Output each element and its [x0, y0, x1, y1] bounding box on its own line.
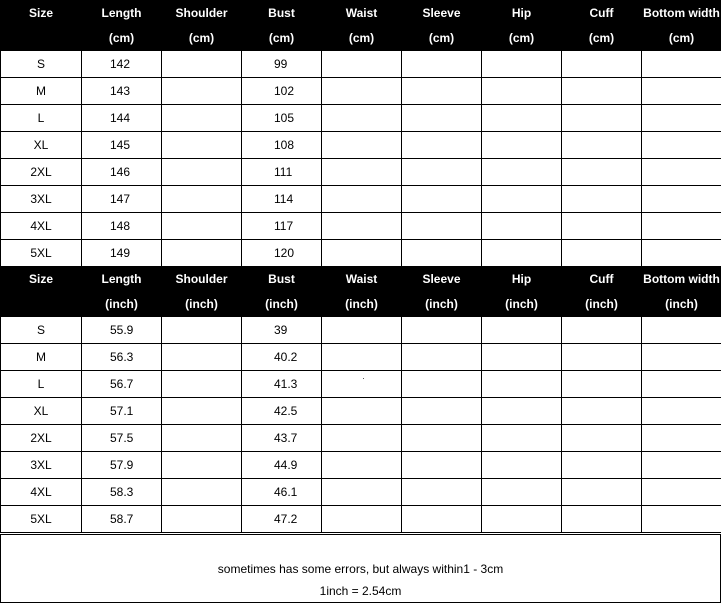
length-cell: 148: [82, 213, 162, 240]
header-unit: (cm): [562, 26, 642, 51]
header-unit: (cm): [242, 26, 322, 51]
sleeve-cell: [402, 105, 482, 132]
header-unit: (inch): [322, 292, 402, 317]
size-cell: M: [1, 78, 82, 105]
sleeve-cell: [402, 186, 482, 213]
table-row: [1, 105, 721, 132]
bust-cell: 40.2: [242, 344, 322, 371]
length-cell: 58.7: [82, 506, 162, 533]
table-row: [1, 186, 721, 213]
bottom-width-cell: [642, 132, 721, 159]
shoulder-cell: [162, 452, 242, 479]
shoulder-cell: [162, 344, 242, 371]
size-cell: L: [1, 105, 82, 132]
header-unit: (inch): [562, 292, 642, 317]
hip-cell: [482, 398, 562, 425]
size-cell: 5XL: [1, 506, 82, 533]
length-cell: 56.7: [82, 371, 162, 398]
size-cell: 4XL: [1, 479, 82, 506]
shoulder-cell: [162, 51, 242, 78]
header-hip: Hip: [482, 1, 562, 26]
bust-cell: 99: [242, 51, 322, 78]
bottom-width-cell: [642, 425, 721, 452]
bottom-width-cell: [642, 105, 721, 132]
waist-cell: [322, 51, 402, 78]
length-cell: 146: [82, 159, 162, 186]
sleeve-cell: [402, 398, 482, 425]
table-row: [1, 398, 721, 425]
header-unit: (cm): [642, 26, 721, 51]
header-shoulder: Shoulder: [162, 1, 242, 26]
shoulder-cell: [162, 78, 242, 105]
bottom-width-cell: [642, 186, 721, 213]
sleeve-cell: [402, 317, 482, 344]
cuff-cell: [562, 159, 642, 186]
table-row: [1, 425, 721, 452]
header-unit: (cm): [482, 26, 562, 51]
hip-cell: [482, 213, 562, 240]
note-conversion: 1inch = 2.54cm: [319, 584, 402, 598]
table-row: [1, 371, 721, 398]
hip-cell: [482, 317, 562, 344]
shoulder-cell: [162, 213, 242, 240]
bust-cell: 46.1: [242, 479, 322, 506]
header-cuff: Cuff: [562, 1, 642, 26]
shoulder-cell: [162, 317, 242, 344]
length-cell: 142: [82, 51, 162, 78]
bottom-width-cell: [642, 213, 721, 240]
hip-cell: [482, 344, 562, 371]
length-cell: 143: [82, 78, 162, 105]
bottom-width-cell: [642, 240, 721, 267]
sleeve-cell: [402, 51, 482, 78]
table-row: [1, 506, 721, 533]
header-sleeve: Sleeve: [402, 1, 482, 26]
bust-cell: 108: [242, 132, 322, 159]
hip-cell: [482, 506, 562, 533]
hip-cell: [482, 51, 562, 78]
bottom-width-cell: [642, 78, 721, 105]
header-bust: Bust: [242, 267, 322, 292]
header-cuff: Cuff: [562, 267, 642, 292]
cuff-cell: [562, 213, 642, 240]
sleeve-cell: [402, 452, 482, 479]
bust-cell: 42.5: [242, 398, 322, 425]
table-row: [1, 240, 721, 267]
size-cell: M: [1, 344, 82, 371]
bust-cell: 102: [242, 78, 322, 105]
hip-cell: [482, 479, 562, 506]
bust-cell: 117: [242, 213, 322, 240]
waist-cell: [322, 344, 402, 371]
table-row: [1, 78, 721, 105]
cuff-cell: [562, 132, 642, 159]
header-unit: (cm): [322, 26, 402, 51]
waist-cell: [322, 240, 402, 267]
header-unit: (cm): [162, 26, 242, 51]
header-waist: Waist: [322, 1, 402, 26]
sleeve-cell: [402, 344, 482, 371]
bust-cell: 39: [242, 317, 322, 344]
length-cell: 58.3: [82, 479, 162, 506]
bust-cell: 114: [242, 186, 322, 213]
waist-cell: [322, 425, 402, 452]
cuff-cell: [562, 425, 642, 452]
hip-cell: [482, 186, 562, 213]
sleeve-cell: [402, 240, 482, 267]
header-unit: (cm): [82, 26, 162, 51]
shoulder-cell: [162, 240, 242, 267]
length-cell: 57.1: [82, 398, 162, 425]
bottom-width-cell: [642, 51, 721, 78]
shoulder-cell: [162, 186, 242, 213]
hip-cell: [482, 240, 562, 267]
size-cell: S: [1, 51, 82, 78]
size-table-inch: [0, 266, 721, 533]
hip-cell: [482, 132, 562, 159]
header-sleeve: Sleeve: [402, 267, 482, 292]
header-bust: Bust: [242, 1, 322, 26]
table-row: [1, 213, 721, 240]
header-unit: (inch): [242, 292, 322, 317]
header-row-units: [1, 26, 721, 51]
note-tolerance: sometimes has some errors, but always within1 - 3cm: [217, 562, 504, 576]
waist-cell: [322, 78, 402, 105]
shoulder-cell: [162, 479, 242, 506]
size-cell: L: [1, 371, 82, 398]
waist-cell: [322, 186, 402, 213]
header-waist: Waist: [322, 267, 402, 292]
sleeve-cell: [402, 78, 482, 105]
table-row: [1, 51, 721, 78]
table-body-inch: [1, 317, 721, 533]
size-cell: 4XL: [1, 213, 82, 240]
waist-cell: [322, 479, 402, 506]
table-row: [1, 317, 721, 344]
hip-cell: [482, 371, 562, 398]
bust-cell: 111: [242, 159, 322, 186]
bottom-width-cell: [642, 398, 721, 425]
header-size: Size: [1, 267, 82, 292]
cuff-cell: [562, 78, 642, 105]
header-shoulder: Shoulder: [162, 267, 242, 292]
header-unit: (inch): [642, 292, 721, 317]
length-cell: 57.9: [82, 452, 162, 479]
bottom-width-cell: [642, 344, 721, 371]
table-row: [1, 452, 721, 479]
header-unit-blank: [1, 26, 82, 51]
header-row-names: [1, 267, 721, 292]
waist-cell: [322, 371, 402, 398]
header-unit: (inch): [162, 292, 242, 317]
size-cell: XL: [1, 132, 82, 159]
hip-cell: [482, 425, 562, 452]
waist-cell: [322, 452, 402, 479]
bust-cell: 120: [242, 240, 322, 267]
cuff-cell: [562, 51, 642, 78]
length-cell: 56.3: [82, 344, 162, 371]
size-table-cm: [0, 0, 721, 267]
table-row: [1, 344, 721, 371]
size-cell: 3XL: [1, 186, 82, 213]
length-cell: 147: [82, 186, 162, 213]
length-cell: 55.9: [82, 317, 162, 344]
cuff-cell: [562, 398, 642, 425]
hip-cell: [482, 105, 562, 132]
header-bottom-width: Bottom width: [642, 1, 721, 26]
bottom-width-cell: [642, 479, 721, 506]
size-cell: S: [1, 317, 82, 344]
header-row-names: [1, 1, 721, 26]
waist-cell: [322, 105, 402, 132]
sleeve-cell: [402, 506, 482, 533]
table-row: [1, 159, 721, 186]
cuff-cell: [562, 186, 642, 213]
hip-cell: [482, 452, 562, 479]
waist-cell: [322, 398, 402, 425]
bust-cell: 105: [242, 105, 322, 132]
bust-cell: 43.7: [242, 425, 322, 452]
header-unit-blank: [1, 292, 82, 317]
shoulder-cell: [162, 425, 242, 452]
hip-cell: [482, 159, 562, 186]
cuff-cell: [562, 452, 642, 479]
header-hip: Hip: [482, 267, 562, 292]
waist-cell: [322, 506, 402, 533]
cuff-cell: [562, 240, 642, 267]
table-row: [1, 479, 721, 506]
shoulder-cell: [162, 105, 242, 132]
bottom-width-cell: [642, 371, 721, 398]
sleeve-cell: [402, 213, 482, 240]
header-unit: (inch): [482, 292, 562, 317]
cuff-cell: [562, 371, 642, 398]
size-cell: 2XL: [1, 425, 82, 452]
header-bottom-width: Bottom width: [642, 267, 721, 292]
bottom-width-cell: [642, 452, 721, 479]
bust-cell: 47.2: [242, 506, 322, 533]
bottom-width-cell: [642, 506, 721, 533]
size-cell: XL: [1, 398, 82, 425]
header-unit: (inch): [402, 292, 482, 317]
header-unit: (cm): [402, 26, 482, 51]
waist-cell: [322, 132, 402, 159]
shoulder-cell: [162, 132, 242, 159]
shoulder-cell: [162, 371, 242, 398]
length-cell: 149: [82, 240, 162, 267]
length-cell: 145: [82, 132, 162, 159]
cuff-cell: [562, 105, 642, 132]
bottom-width-cell: [642, 159, 721, 186]
waist-cell: [322, 213, 402, 240]
table-row: [1, 132, 721, 159]
cuff-cell: [562, 506, 642, 533]
header-row-units: [1, 292, 721, 317]
shoulder-cell: [162, 506, 242, 533]
header-unit: (inch): [82, 292, 162, 317]
length-cell: 57.5: [82, 425, 162, 452]
size-cell: 5XL: [1, 240, 82, 267]
cuff-cell: [562, 479, 642, 506]
size-cell: 2XL: [1, 159, 82, 186]
header-size: Size: [1, 1, 82, 26]
sleeve-cell: [402, 479, 482, 506]
size-cell: 3XL: [1, 452, 82, 479]
sleeve-cell: [402, 425, 482, 452]
cuff-cell: [562, 317, 642, 344]
cuff-cell: [562, 344, 642, 371]
shoulder-cell: [162, 398, 242, 425]
bust-cell: 44.9: [242, 452, 322, 479]
header-length: Length: [82, 1, 162, 26]
bottom-width-cell: [642, 317, 721, 344]
table-body-cm: [1, 51, 721, 267]
sleeve-cell: [402, 159, 482, 186]
sleeve-cell: [402, 371, 482, 398]
hip-cell: [482, 78, 562, 105]
sleeve-cell: [402, 132, 482, 159]
waist-cell: [322, 159, 402, 186]
waist-cell: [322, 317, 402, 344]
length-cell: 144: [82, 105, 162, 132]
header-length: Length: [82, 267, 162, 292]
bust-cell: 41.3: [242, 371, 322, 398]
shoulder-cell: [162, 159, 242, 186]
notes-box: [0, 534, 721, 603]
stray-dot: [363, 378, 364, 379]
